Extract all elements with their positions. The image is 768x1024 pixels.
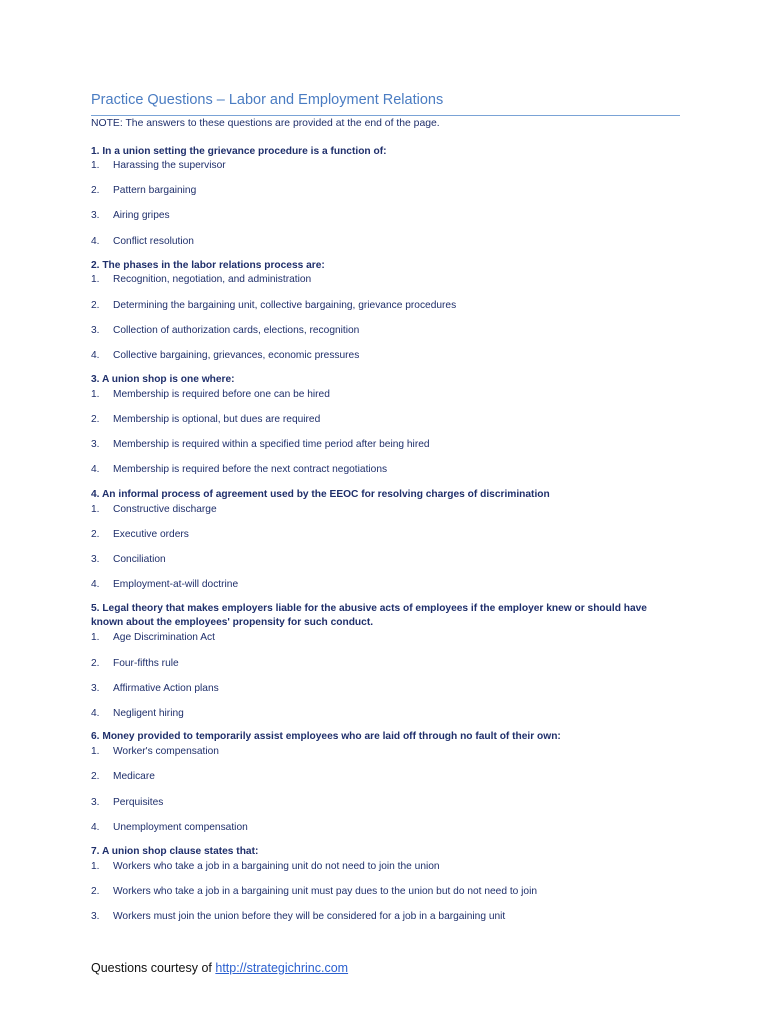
answer-option: 4. Negligent hiring <box>91 708 184 719</box>
source-link[interactable]: http://strategichrinc.com <box>215 961 349 975</box>
answer-option: 4. Employment-at-will doctrine <box>91 579 239 590</box>
question-6 <box>91 730 681 833</box>
answer-option: 2. Pattern bargaining <box>91 185 197 196</box>
answer-option: 1. Constructive discharge <box>91 504 217 515</box>
question-text: 6. Money provided to temporarily assist employees who are laid off through no fault of their own: <box>91 731 561 742</box>
question-1 <box>91 145 681 247</box>
question-text: 7. A union shop clause states that: <box>91 846 259 857</box>
question-7 <box>91 845 681 922</box>
answer-option: 3. Collection of authorization cards, elections, recognition <box>91 325 360 336</box>
footer-credit-text: Questions courtesy of <box>91 961 216 975</box>
answer-option: 2. Membership is optional, but dues are required <box>91 414 321 425</box>
answer-option: 1. Worker's compensation <box>91 746 219 757</box>
answer-option: 3. Affirmative Action plans <box>91 683 219 694</box>
answer-option: 3. Workers must join the union before they will be considered for a job in a bargaining unit <box>91 911 506 922</box>
question-text: 2. The phases in the labor relations process are: <box>91 260 325 271</box>
answer-option: 4. Unemployment compensation <box>91 822 248 833</box>
page-title: Practice Questions – Labor and Employment Relations <box>91 92 444 108</box>
title-divider <box>91 115 680 116</box>
answer-option: 3. Perquisites <box>91 797 164 808</box>
question-text: 3. A union shop is one where: <box>91 374 235 385</box>
answer-option: 2. Medicare <box>91 771 155 782</box>
answer-option: 1. Recognition, negotiation, and administration <box>91 274 312 285</box>
answer-option: 2. Determining the bargaining unit, collective bargaining, grievance procedures <box>91 300 457 311</box>
answer-option: 1. Age Discrimination Act <box>91 632 215 643</box>
answer-option: 2. Executive orders <box>91 529 189 540</box>
answer-option: 2. Workers who take a job in a bargaining unit must pay dues to the union but do not need to join <box>91 886 537 897</box>
question-3 <box>91 373 681 475</box>
answer-option: 1. Harassing the supervisor <box>91 160 226 171</box>
question-4 <box>91 488 681 590</box>
answer-option: 1. Membership is required before one can be hired <box>91 389 330 400</box>
question-text: 4. An informal process of agreement used by the EEOC for resolving charges of discrimination <box>91 489 550 500</box>
answers-note: NOTE: The answers to these questions are provided at the end of the page. <box>91 118 440 129</box>
question-text: 1. In a union setting the grievance procedure is a function of: <box>91 146 387 157</box>
answer-option: 4. Conflict resolution <box>91 236 194 247</box>
answer-option: 3. Conciliation <box>91 554 166 565</box>
answer-option: 4. Membership is required before the next contract negotiations <box>91 464 388 475</box>
page-footer <box>91 961 348 975</box>
answer-option: 1. Workers who take a job in a bargaining unit do not need to join the union <box>91 861 440 872</box>
answer-option: 4. Collective bargaining, grievances, economic pressures <box>91 350 360 361</box>
answer-option: 2. Four-fifths rule <box>91 658 179 669</box>
answer-option: 3. Membership is required within a specified time period after being hired <box>91 439 430 450</box>
question-text: 5. Legal theory that makes employers liable for the abusive acts of employees if the employer knew or should have known about the employees' propensity for such conduct. <box>91 603 647 628</box>
question-5 <box>91 602 681 719</box>
answer-option: 3. Airing gripes <box>91 210 170 221</box>
question-2 <box>91 259 681 361</box>
